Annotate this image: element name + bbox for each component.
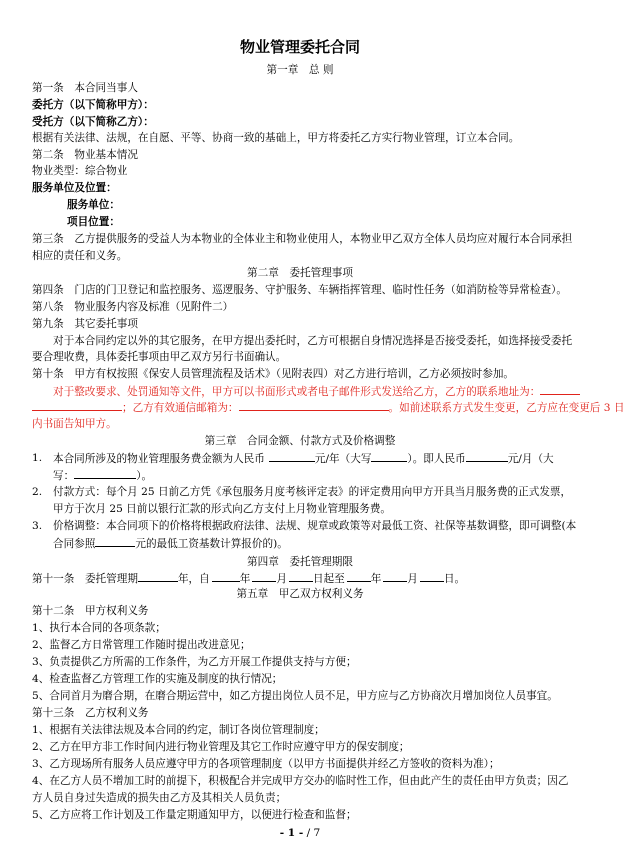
min-wage-blank[interactable]: [95, 536, 135, 547]
chapter-1-heading: 第一章 总 则: [266, 64, 334, 76]
article-1: 第一条 本合同当事人: [32, 82, 138, 94]
article-9-line-1: 对于本合同约定以外的其它服务，在甲方提出委托时，乙方可根据自身情况选择是否接受委托，如选择接受委托: [53, 335, 573, 347]
party-b-duty-1: 1、根据有关法律法规及本合同的约定，制订各岗位管理制度；: [32, 724, 325, 736]
party-b-duty-5: 5、乙方应将工作计划及工作量定期通知甲方，以便进行检查和监督；: [32, 809, 357, 821]
fee-text-a: 本合同所涉及的物业管理服务费金额为人民币: [53, 453, 265, 465]
party-b-duty-2: 2、乙方在甲方非工作时间内进行物业管理及其它工作时应遵守甲方的保安制度；: [32, 741, 410, 753]
fee-text-e: ）。: [136, 470, 153, 482]
fee-text-c: ）。即人民币: [407, 453, 466, 465]
article-9: 第九条 其它委托事项: [32, 318, 138, 330]
fee-line-2: [53, 468, 152, 483]
end-day-blank[interactable]: [420, 571, 444, 582]
party-b-duty-3: 3、乙方现场所有服务人员应遵守甲方的各项管理制度（以甲方书面提供并经乙方签收的资料为准）；: [32, 758, 500, 770]
property-type: 物业类型：综合物业: [32, 165, 128, 177]
article-9-line-2: 要合理收费，具体委托事项由甲乙双方另行书面确认。: [32, 351, 287, 363]
fee-text-d: 元/月（大: [507, 453, 554, 465]
notice-clause-text-1: 对于整改要求、处罚通知等文件，甲方可以书面形式或者电子邮件形式发送给乙方，乙方的联系地址为：: [53, 386, 541, 398]
term-text-a: 第十一条 委托管理期: [32, 573, 138, 585]
party-b-label: 受托方（以下简称乙方）：: [32, 116, 154, 128]
fee-line-1: [53, 451, 554, 466]
term-text-h: 日。: [443, 573, 466, 585]
end-month-blank[interactable]: [383, 571, 407, 582]
payment-line-1: 付款方式：每个月 25 日前乙方凭《承包服务月度考核评定表》的评定费用向甲方开具当月服务费的正式发票，: [53, 486, 572, 498]
article-11: [32, 571, 465, 586]
party-a-duty-2: 2、监督乙方日常管理工作随时提出改进意见；: [32, 639, 251, 651]
adjust-item-number: 3.: [32, 520, 43, 532]
annual-fee-blank[interactable]: [269, 451, 315, 462]
term-text-b: 年，自: [177, 573, 210, 585]
article-10: 第十条 甲方有权按照《保安人员管理流程及话术》（见附表四）对乙方进行培训，乙方必须按时参加。: [32, 368, 515, 380]
price-adjust-line-1: 价格调整：本合同项下的价格将根据政府法律、法规、规章或政策等对最低工资、社保等基数调整，即可调整(本: [53, 520, 577, 532]
monthly-fee-words-blank[interactable]: [74, 468, 136, 479]
term-text-d: 月: [276, 573, 287, 585]
article-8: 第八条 物业服务内容及标准（见附件二）: [32, 301, 234, 313]
article-2: 第二条 物业基本情况: [32, 149, 138, 161]
party-a-duty-5: 5、合同首月为磨合期，在磨合期运营中，如乙方提出岗位人员不足，甲方应与乙方协商次月增加岗位人员事宜。: [32, 690, 558, 702]
party-a-duty-3: 3、负责提供乙方所需的工作条件，为乙方开展工作提供支持与方便；: [32, 656, 357, 668]
chapter-5-heading: 第五章 甲乙双方权利义务: [236, 588, 364, 600]
price-adjust-line-2: [53, 536, 288, 551]
term-years-blank[interactable]: [138, 571, 178, 582]
party-a-duty-1: 1、执行本合同的各项条款；: [32, 622, 166, 634]
party-b-duty-4-line-1: 4、在乙方人员不增加工时的前提下，积极配合并完成甲方交办的临时性工作，但由此产生的责任由甲方负责；因乙: [32, 775, 569, 787]
fee-words-label: 写：: [53, 470, 75, 482]
party-a-label: 委托方（以下简称甲方）：: [32, 99, 154, 111]
service-unit-location-label: 服务单位及位置：: [32, 182, 117, 194]
service-unit-label: 服务单位：: [67, 199, 120, 211]
payment-item-number: 2.: [32, 486, 43, 498]
document-title: 物业管理委托合同: [239, 38, 360, 56]
end-year-blank[interactable]: [347, 571, 371, 582]
party-b-duty-4-line-2: 方人员自身过失造成的损失由乙方及其相关人员负责；: [32, 792, 287, 804]
term-text-f: 年: [370, 573, 382, 585]
price-adjust-text-b: 元的最低工资基数计算报价的)。: [135, 538, 288, 550]
chapter-4-heading: 第四章 委托管理期限: [247, 556, 353, 568]
term-text-c: 年: [239, 573, 251, 585]
article-3-line-2: 相应的责任和义务。: [32, 250, 128, 262]
notice-clause-text-2: 。如前述联系方式发生变更，乙方应在变更后 3 日: [388, 402, 624, 414]
article-13: 第十三条 乙方权利义务: [32, 707, 149, 719]
chapter-3-heading: 第三章 合同金额、付款方式及价格调整: [204, 435, 396, 447]
annual-fee-words-blank[interactable]: [371, 451, 407, 462]
contact-address-blank[interactable]: [540, 384, 580, 395]
page-footer: [0, 826, 600, 840]
page-total: / 7: [306, 827, 321, 839]
intro-paragraph: 根据有关法律、法规，在自愿、平等、协商一致的基础上，甲方将委托乙方实行物业管理，订立本合同。: [32, 132, 520, 144]
monthly-fee-blank[interactable]: [466, 451, 508, 462]
article-12: 第十二条 甲方权利义务: [32, 605, 149, 617]
notice-clause-line-3: 内书面告知甲方。: [32, 418, 117, 430]
page-number: - 1 -: [279, 827, 304, 839]
notice-email-label: ；乙方有效通信邮箱为：: [122, 402, 239, 414]
project-location-label: 项目位置：: [67, 216, 120, 228]
article-3-line-1: 第三条 乙方提供服务的受益人为本物业的全体业主和物业使用人，本物业甲乙双方全体人员均应对履行本合同承担: [32, 233, 573, 245]
chapter-2-heading: 第二章 委托管理事项: [247, 267, 353, 279]
fee-item-number: 1.: [32, 452, 43, 464]
notice-clause-line-2: [32, 400, 624, 415]
price-adjust-text-a: 合同参照: [53, 538, 96, 550]
start-month-blank[interactable]: [252, 571, 276, 582]
article-4: 第四条 门店的门卫登记和监控服务、巡逻服务、守护服务、车辆指挥管理、临时性任务（如消防检等异常检查）。: [32, 284, 567, 296]
contact-email-blank[interactable]: [239, 400, 389, 411]
term-text-e: 日起至: [312, 573, 345, 585]
party-a-duty-4: 4、检查监督乙方管理工作的实施及制度的执行情况；: [32, 673, 283, 685]
contact-address-blank-cont[interactable]: [32, 400, 122, 411]
start-year-blank[interactable]: [212, 571, 240, 582]
fee-text-b: 元/年（大写: [314, 453, 372, 465]
term-text-g: 月: [407, 573, 418, 585]
payment-line-2: 甲方于次月 25 日前以银行汇款的形式向乙方支付上月物业管理服务费。: [53, 503, 392, 515]
notice-clause-line-1: [53, 384, 580, 399]
start-day-blank[interactable]: [289, 571, 313, 582]
